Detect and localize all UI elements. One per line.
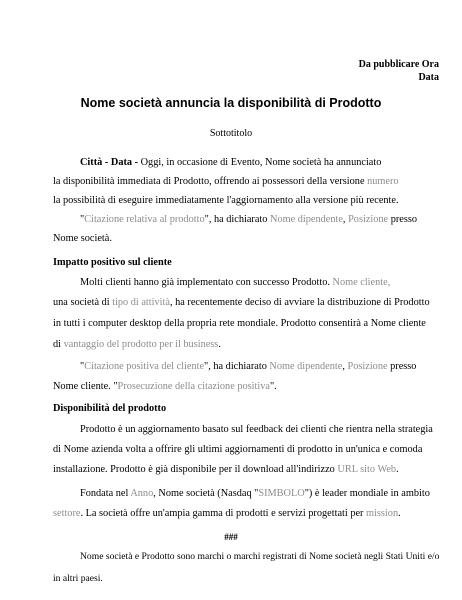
- company-line-2: settore. La società offre un'ampia gamma di prodotti e servizi progettati per mission.: [53, 508, 401, 519]
- end-separator: ###: [224, 532, 238, 542]
- customer-quote-line-1: "Citazione positiva del cliente", ha dichiarato Nome dipendente, Posizione presso: [80, 361, 417, 372]
- section2-line-3: installazione. Prodotto è già disponibile per il download all'indirizzo URL sito Web.: [53, 464, 399, 475]
- intro-line-2: la disponibilità immediata di Prodotto, offrendo ai possessori della versione numero: [53, 176, 399, 187]
- section1-line-2: una società di tipo di attività, ha recentemente deciso di avviare la distribuzione di Prodotto: [53, 297, 430, 308]
- section2-line-2: di Nome azienda volta a offrire gli ultimi aggiornamenti di prodotto in un'unica e comoda: [53, 444, 423, 455]
- section1-line-4: di vantaggio del prodotto per il business.: [53, 339, 221, 350]
- quote-line-2: Nome società.: [53, 233, 112, 244]
- section-heading-customer-impact: Impatto positivo sul cliente: [53, 257, 172, 268]
- release-date: Data: [418, 72, 439, 83]
- section1-line-1: Molti clienti hanno già implementato con successo Prodotto. Nome cliente,: [80, 277, 391, 288]
- trademark-line-2: in altri paesi.: [53, 573, 103, 584]
- release-info: [359, 58, 439, 84]
- quote-line-1: "Citazione relativa al prodotto", ha dichiarato Nome dipendente, Posizione presso: [80, 214, 418, 225]
- section1-line-3: in tutti i computer desktop della propria rete mondiale. Prodotto consentirà a Nome cliente: [53, 318, 426, 329]
- placeholder-website-url: URL sito Web: [337, 464, 397, 475]
- placeholder-version-number: numero: [367, 176, 399, 187]
- section-heading-availability: Disponibilità del prodotto: [53, 403, 167, 414]
- customer-quote-line-2: Nome cliente. "Prosecuzione della citazione positiva".: [53, 381, 277, 392]
- section2-line-1: Prodotto è un aggiornamento basato sul feedback dei clienti che rientra nella strategia: [80, 424, 433, 435]
- company-line-1: Fondata nel Anno, Nome società (Nasdaq "SIMBOLO") è leader mondiale in ambito: [80, 488, 430, 499]
- release-timing: Da pubblicare Ora: [358, 59, 439, 70]
- dateline: Città - Data -: [80, 157, 139, 168]
- intro-line-3: la possibilità di eseguire immediatamente l'aggiornamento alla versione più recente.: [53, 195, 399, 206]
- intro-line-1: Città - Data - Oggi, in occasione di Evento, Nome società ha annunciato: [80, 157, 382, 168]
- document-subtitle: Sottotitolo: [209, 128, 253, 139]
- trademark-line-1: Nome società e Prodotto sono marchi o marchi registrati di Nome società negli Stati Uniti e/o: [80, 551, 440, 562]
- document-title: Nome società annuncia la disponibilità di Prodotto: [80, 96, 382, 110]
